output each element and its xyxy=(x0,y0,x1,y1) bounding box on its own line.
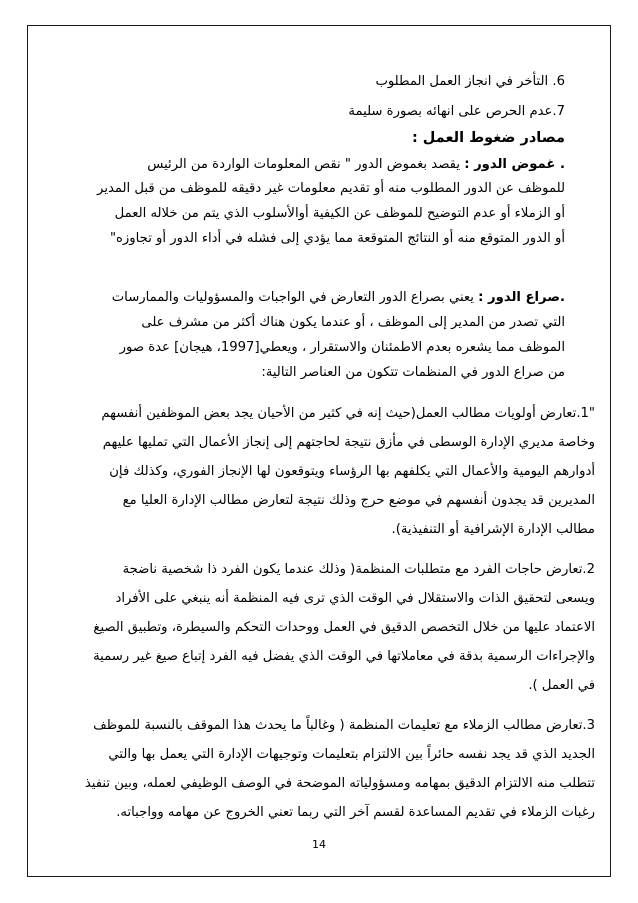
role-conflict-line-4: من صراع الدور في المنظمات تتكون من العناصر التالية: xyxy=(261,365,565,380)
point-3-line-3: تتطلب منه الالتزام الدقيق بمهامه ومسؤولياته الموضحة في الوصف الوظيفي لعمله، وبين تنفيذ xyxy=(84,776,595,791)
point-2-line-5: في العمل ). xyxy=(528,678,595,693)
list-item-7: 7.عدم الحرص على انهائه بصورة سليمة xyxy=(348,104,565,119)
point-1-line-4: المديرين قد يجدون أنفسهم في موضع حرج وذلك نتيجة لتعارض مطالب الإدارة العليا مع xyxy=(122,493,595,508)
point-1-line-5: مطالب الإدارة الإشرافية أو التنفيذية). xyxy=(391,522,595,537)
role-ambiguity-text: يقصد بغموض الدور " نقص المعلومات الواردة من الرئيس xyxy=(147,157,460,172)
role-ambiguity-line-3: أو الزملاء أو عدم التوضيح للموظف عن الكيفية أوالأسلوب الذي يتم من خلاله العمل xyxy=(114,206,565,221)
point-3-line-4: رغبات الزملاء في تقديم المساعدة لقسم آخر التي ربما تعني الخروج عن مهامه وواجباته. xyxy=(116,805,595,820)
role-ambiguity-heading: . غموض الدور : xyxy=(464,157,565,172)
point-2-line-3: الاعتماد عليها من خلال التخصص الدقيق في العمل ووحدات التحكم والسيطرة، وتطبيق الصيغ xyxy=(93,620,595,635)
role-conflict-heading: .صراع الدور : xyxy=(478,290,565,305)
point-1-line-1: "1.تعارض أولويات مطالب العمل(حيث إنه في كثير من الأحيان يجد بعض الموظفين أنفسهم xyxy=(101,406,595,421)
point-2-line-4: والإجراءات الرسمية بدقة في معاملاتها في الوقت الذي يفضل فيه الفرد إتباع صيغ غير رسمية xyxy=(93,649,595,664)
page-number: 14 xyxy=(312,838,326,851)
point-1-line-3: أدوارهم اليومية والأعمال التي يكلفهم بها الرؤساء ويتوقعون لها الإنجاز الفوري، وكذلك فإن xyxy=(109,464,595,479)
point-2-line-2: ويسعى لتحقيق الذات والاستقلال في الوقت الذي ترى فيه المنظمة أنه ينبغي على الأفراد xyxy=(115,591,595,606)
point-3-line-2: الجديد الذي قد يجد نفسه حائراً بين الالتزام بتعليمات وتوجيهات الإدارة التي يعمل بها والتي xyxy=(108,747,595,762)
role-conflict-line-2: التي تصدر من المدير إلى الموظف ، أو عندما يكون هناك أكثر من مشرف على xyxy=(141,315,565,330)
role-conflict-line-1 xyxy=(112,288,565,308)
role-ambiguity-line-2: للموظف عن الدور المطلوب منه أو تقديم معلومات غير دقيقه للموظف من قبل المدير xyxy=(97,181,565,196)
role-ambiguity-line-1 xyxy=(147,155,565,175)
point-2-line-1: 2.تعارض حاجات الفرد مع متطلبات المنظمة( وذلك عندما يكون الفرد ذا شخصية ناضجة xyxy=(122,562,595,577)
point-3-line-1: 3.تعارض مطالب الزملاء مع تعليمات المنظمة ( وغالباً ما يحدث هذا الموقف بالنسبة للموظف xyxy=(93,718,595,733)
point-1-line-2: وخاصة مديري الإدارة الوسطى في مأزق نتيجة لحاجتهم إلى إنجاز الأعمال التي تمليها عليهم xyxy=(102,435,595,450)
role-conflict-line-3: الموظف مما يشعره بعدم الاطمئنان والاستقرار ، ويعطي[1997، هيجان] عدة صور xyxy=(119,340,565,355)
list-item-6: 6. التأخر في انجاز العمل المطلوب xyxy=(375,74,565,89)
role-ambiguity-line-4: أو الدور المتوقع منه أو النتائج المتوقعة مما يؤدي إلى فشله في أداء الدور أو تجاوزه" xyxy=(109,231,565,246)
role-conflict-text: يعني بصراع الدور التعارض في الواجبات والمسؤوليات والممارسات xyxy=(111,290,474,305)
section-title: مصادر ضغوط العمل : xyxy=(411,130,565,146)
